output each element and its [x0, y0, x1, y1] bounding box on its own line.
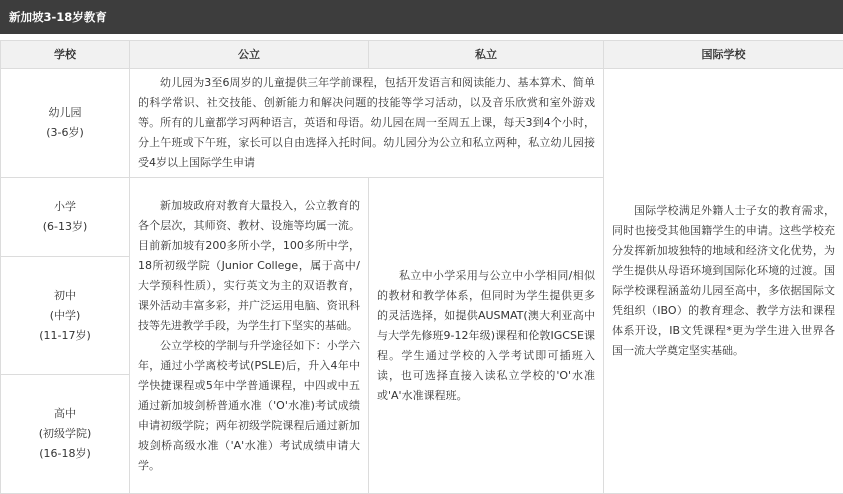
- kindergarten-description: [130, 69, 604, 178]
- level-name: 高中: [54, 407, 76, 420]
- education-table: [0, 40, 843, 494]
- table-row: [1, 69, 843, 178]
- level-sub: (中学): [49, 308, 81, 322]
- public-text-2: 公立学校的学制与升学途径如下：小学六年，通过小学离校考试(PSLE)后，升入4年中学快捷课程或5年中学普通课程，中四或中五通过新加坡剑桥普通水准（'O'水准)考试成绩申请初级学院；两年初级学院课程后通过新加坡剑桥高级水准（'A'水准）考试成绩申请大学。: [138, 338, 360, 472]
- level-high: [1, 375, 130, 494]
- level-age: (16-18岁): [39, 447, 91, 460]
- public-text-1: 新加坡政府对教育大量投入，公立教育的各个层次，其师资、教材、设施等均属一流。目前新加坡有200多所小学，100多所中学，18所初级学院（Junior College，属于高中/大学预科性质），实行英文为主的双语教育，课外活动丰富多彩，并广泛运用电脑、资讯科技等先进教学手段，为学生打下坚实的基础。: [138, 198, 360, 332]
- international-text: 国际学校满足外籍人士子女的教育需求，同时也接受其他国籍学生的申请。这些学校充分发挥新加坡独特的地域和经济文化优势，为学生提供从母语环境到国际化环境的过渡。国际学校课程涵盖幼儿园至高中，多依据国际文凭组织（IBO）的教育理念、教学方法和课程体系开设，IB文凭课程*更为学生进入世界各国一流大学奠定坚实基础。: [612, 204, 835, 357]
- level-name: 小学: [54, 200, 76, 213]
- kindergarten-text: 幼儿园为3至6周岁的儿童提供三年学前课程，包括开发语言和阅读能力、基本算术、简单的科学常识、社交技能、创新能力和解决问题的技能等学习活动，以及音乐欣赏和室外游戏等。所有的儿童都学习两种语言，英语和母语。幼儿园在周一至周五上课，每天3到4个小时，分上午班或下午班，家长可以自由选择入托时间。幼儿园分为公立和私立两种，私立幼儿园接受4岁以上国际学生申请: [138, 76, 595, 169]
- level-secondary: [1, 257, 130, 375]
- level-kindergarten: [1, 69, 130, 178]
- header-private: 私立: [369, 41, 604, 69]
- level-name: 幼儿园: [48, 106, 82, 119]
- level-name: 初中: [54, 288, 76, 302]
- header-school: 学校: [1, 41, 130, 69]
- level-sub: (初级学院): [38, 427, 92, 440]
- level-age: (6-13岁): [42, 220, 88, 233]
- table-header-row: [1, 41, 843, 69]
- page-title: 新加坡3-18岁教育: [0, 0, 843, 34]
- header-public: 公立: [130, 41, 369, 69]
- level-primary: [1, 178, 130, 257]
- international-description: [604, 69, 843, 494]
- public-description: [130, 178, 369, 494]
- private-description: [369, 178, 604, 494]
- level-age: (11-17岁): [39, 328, 91, 342]
- header-international: 国际学校: [604, 41, 843, 69]
- level-age: (3-6岁): [46, 126, 84, 139]
- private-text: 私立中小学采用与公立中小学相同/相似的教材和教学体系，但同时为学生提供更多的灵活选择，如提供AUSMAT(澳大利亚高中与大学先修班9-12年级)课程和伦敦IGCSE课程。学生通过学校的入学考试即可插班入读，也可选择直接入读私立学校的'O'水准或'A'水准课程班。: [377, 268, 595, 402]
